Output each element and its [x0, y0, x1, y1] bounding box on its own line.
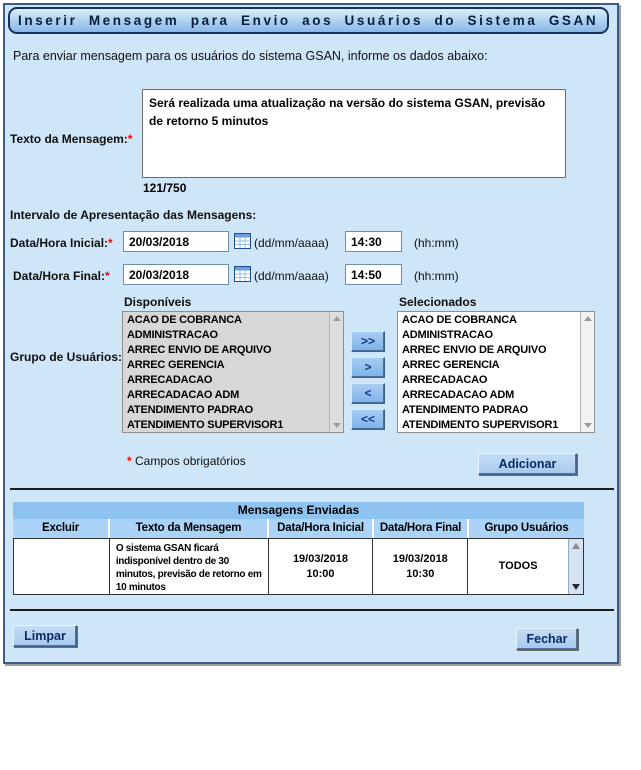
- selected-list-scrollbar[interactable]: [580, 312, 594, 432]
- move-right-button[interactable]: >: [351, 357, 385, 378]
- list-item[interactable]: ADMINISTRACAO: [127, 329, 218, 341]
- table-title: Mensagens Enviadas: [13, 502, 584, 519]
- sent-messages-table: [13, 502, 584, 595]
- selected-list-label: Selecionados: [399, 295, 477, 309]
- list-item[interactable]: ARREC GERENCIA: [127, 359, 225, 371]
- page-title: Inserir Mensagem para Envio aos Usuários do Sistema GSAN: [8, 7, 609, 34]
- scroll-up-icon[interactable]: [333, 316, 341, 321]
- list-item[interactable]: ATENDIMENTO PADRAO: [402, 404, 528, 416]
- end-time-input[interactable]: [345, 264, 402, 285]
- close-button[interactable]: Fechar: [516, 628, 578, 650]
- required-asterisk: *: [127, 454, 132, 468]
- move-all-right-button[interactable]: >>: [351, 331, 385, 352]
- column-header-data-final: Data/Hora Final: [372, 519, 467, 538]
- required-asterisk: *: [108, 236, 113, 250]
- message-label: Texto da Mensagem:*: [10, 132, 133, 146]
- required-asterisk: *: [105, 269, 110, 283]
- scroll-down-icon[interactable]: [584, 423, 592, 428]
- group-cell: TODOS: [467, 539, 568, 594]
- end-datetime-cell: 19/03/2018 10:30: [372, 539, 467, 594]
- calendar-icon[interactable]: [234, 233, 251, 249]
- message-text-cell: O sistema GSAN ficará indisponível dentro de 30 minutos, previsão de retorno em 10 minutos: [109, 539, 268, 594]
- list-item[interactable]: ADMINISTRACAO: [402, 329, 493, 341]
- available-list-label: Disponíveis: [124, 295, 192, 309]
- column-header-data-inicial: Data/Hora Inicial: [267, 519, 372, 538]
- date-format-hint: (dd/mm/aaaa): [254, 269, 329, 283]
- interval-section-label: Intervalo de Apresentação das Mensagens:: [10, 208, 257, 222]
- message-textarea[interactable]: [142, 89, 566, 178]
- time-format-hint: (hh:mm): [414, 236, 459, 250]
- list-item[interactable]: ATENDIMENTO SUPERVISOR1: [402, 419, 559, 431]
- list-item[interactable]: ARRECADACAO ADM: [127, 389, 240, 401]
- list-item[interactable]: ARREC GERENCIA: [402, 359, 500, 371]
- start-datetime-cell: 19/03/2018 10:00: [268, 539, 373, 594]
- start-time-input[interactable]: [345, 231, 402, 252]
- add-button[interactable]: Adicionar: [478, 453, 577, 475]
- column-header-texto: Texto da Mensagem: [108, 519, 267, 538]
- selected-groups-listbox[interactable]: [397, 311, 595, 433]
- move-all-left-button[interactable]: <<: [351, 409, 385, 430]
- table-scrollbar[interactable]: [568, 539, 583, 594]
- table-row: [13, 538, 584, 595]
- list-item[interactable]: ACAO DE COBRANCA: [402, 314, 517, 326]
- time-format-hint: (hh:mm): [414, 269, 459, 283]
- scroll-down-icon[interactable]: [333, 423, 341, 428]
- intro-text: Para enviar mensagem para os usuários do sistema GSAN, informe os dados abaixo:: [13, 49, 488, 63]
- list-item[interactable]: ARRECADACAO ADM: [402, 389, 515, 401]
- start-datetime-label: Data/Hora Inicial:*: [10, 236, 113, 250]
- end-datetime-label: Data/Hora Final:*: [13, 269, 110, 283]
- divider: [10, 609, 614, 611]
- char-counter: 121/750: [143, 181, 187, 195]
- date-format-hint: (dd/mm/aaaa): [254, 236, 329, 250]
- required-fields-note: * Campos obrigatórios: [127, 454, 246, 468]
- column-header-excluir: Excluir: [42, 522, 79, 534]
- scroll-up-icon[interactable]: [584, 316, 592, 321]
- list-item[interactable]: ATENDIMENTO SUPERVISOR1: [127, 419, 284, 431]
- move-left-button[interactable]: <: [351, 383, 385, 404]
- divider: [10, 488, 614, 490]
- end-date-input[interactable]: [123, 264, 229, 285]
- column-header-grupo: Grupo Usuários: [467, 519, 584, 538]
- table-header-row: [13, 519, 584, 538]
- list-item[interactable]: ARRECADACAO: [402, 374, 488, 386]
- list-item[interactable]: ARRECADACAO: [127, 374, 213, 386]
- available-groups-listbox[interactable]: [122, 311, 344, 433]
- clear-button[interactable]: Limpar: [13, 625, 77, 647]
- list-item[interactable]: ARREC ENVIO DE ARQUIVO: [127, 344, 272, 356]
- list-item[interactable]: ACAO DE COBRANCA: [127, 314, 242, 326]
- scroll-up-icon[interactable]: [572, 543, 580, 549]
- scroll-down-icon[interactable]: [572, 584, 580, 590]
- excluir-cell[interactable]: [14, 539, 109, 594]
- insert-message-panel: [3, 3, 619, 664]
- required-asterisk: *: [127, 132, 133, 146]
- list-item[interactable]: ATENDIMENTO PADRAO: [127, 404, 253, 416]
- start-date-input[interactable]: [123, 231, 229, 252]
- user-groups-label: Grupo de Usuários:: [10, 350, 127, 364]
- available-list-scrollbar[interactable]: [329, 312, 343, 432]
- calendar-icon[interactable]: [234, 266, 251, 282]
- list-item[interactable]: ARREC ENVIO DE ARQUIVO: [402, 344, 547, 356]
